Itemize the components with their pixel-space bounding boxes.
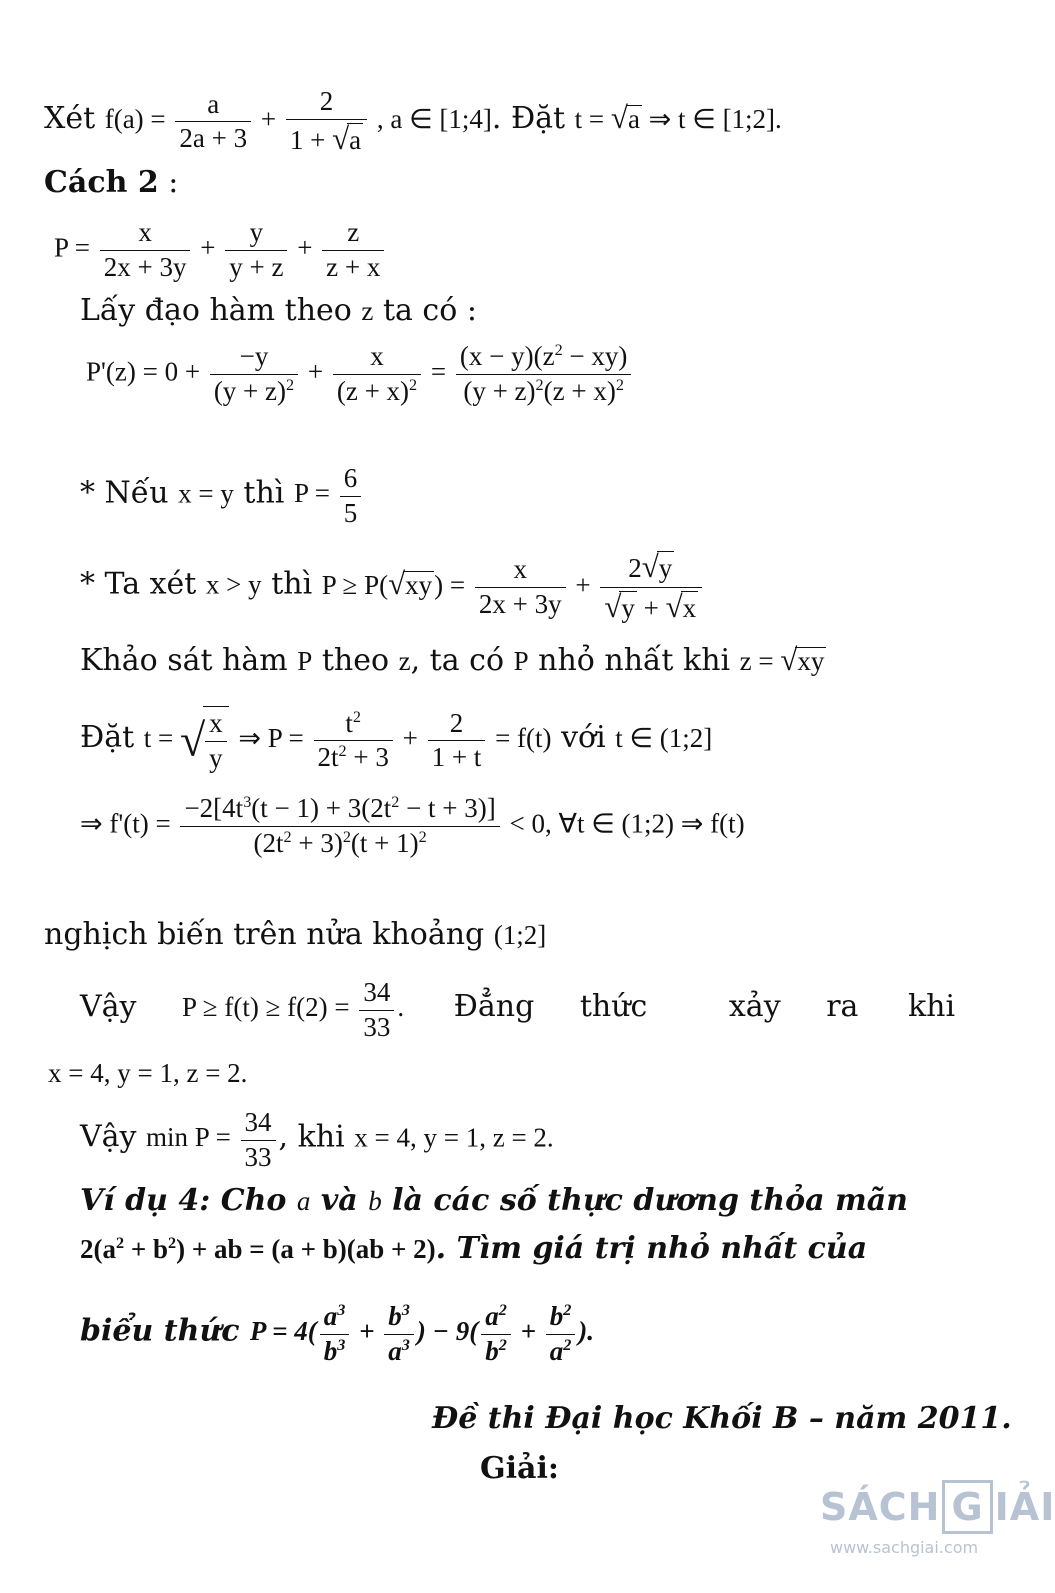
watermark-logo: SÁCH G IẢI www.sachgiai.com bbox=[820, 1480, 1055, 1557]
line-substitution: Đặt t = √ $\frac{x}{y}$ ⇒ P = $\frac{t^2}{2t^2 + 3}$ + $\frac{2}{1 + t}$ = f(t) với t ∈ (1;2] bbox=[80, 706, 712, 776]
formula-f-prime: ⇒ f'(t) = $\frac{-2[4t^3(t - 1) + 3(2t^2 - t + 3)]}{(2t^2 + 3)^2(t + 1)^2}$ < 0, ∀t ∈ (1;2) ⇒ f(t) bbox=[80, 793, 745, 858]
line-decreasing: nghịch biến trên nửa khoảng (1;2] bbox=[44, 917, 547, 952]
formula-p: P = $\frac{x}{2x + 3y}$ + $\frac{y}{y + z}$ + $\frac{z}{z + x}$ bbox=[54, 216, 387, 285]
line-derivative-text: Lấy đạo hàm theo z ta có : bbox=[80, 293, 477, 328]
line-1 bbox=[44, 85, 782, 159]
line-survey: Khảo sát hàm P theo z, ta có P nhỏ nhất khi z = √xy bbox=[80, 642, 825, 678]
source-note: Đề thi Đại học Khối B – năm 2011. bbox=[432, 1401, 1012, 1436]
formula-equality: x = 4, y = 1, z = 2. bbox=[48, 1058, 248, 1088]
solution-heading: Giải: bbox=[480, 1451, 559, 1486]
example-4-line-2: $2(a^2 + b^2)$ + ab = (a + b)(ab + 2). Tìm giá trị nhỏ nhất của bbox=[80, 1231, 868, 1266]
line-conclusion-1: Vậy P ≥ f(t) ≥ f(2) = $\frac{34}{33}$ . Đẳng thức xảy ra khi bbox=[80, 977, 956, 1042]
formula-f-a: f(a) = $\frac{a}{2a + 3}$ + $\frac{2}{1 + √a}$ , a ∈ [1;4] bbox=[104, 86, 492, 156]
text-dat: . Đặt bbox=[491, 100, 566, 136]
formula-t: t = √a ⇒ t ∈ [1;2]. bbox=[574, 99, 782, 135]
watermark-url: www.sachgiai.com bbox=[830, 1538, 979, 1557]
example-4-line-1: Ví dụ 4: Cho a và b là các số thực dương thỏa mãn bbox=[80, 1183, 908, 1218]
line-min-p: Vậy min P = $\frac{34}{33}$ , khi x = 4, y = 1, z = 2. bbox=[80, 1107, 554, 1172]
heading-cach-2: Cách 2 : bbox=[44, 165, 179, 200]
formula-derivative: P'(z) = 0 + $\frac{-y}{(y + z)^2}$ + $\frac{x}{(z + x)^2}$ = $\frac{(x - y)(z^2 - xy)}{(y + z)^2(z + x)^2}$ bbox=[86, 340, 634, 409]
line-case-greater: * Ta xét x > y thì P ≥ P(√xy) = $\frac{x}{2x + 3y}$ + $\frac{2√y}{√y + √x}$ bbox=[80, 548, 705, 627]
text-xet: Xét bbox=[44, 100, 96, 136]
line-case-equal: * Nếu x = y thì P = $\frac{6}{5}$ bbox=[80, 462, 364, 531]
example-4-line-3: biểu thức P = 4( $\frac{a^3}{b^3}$ + $\frac{b^3}{a^3}$ ) − 9( $\frac{a^2}{b^2}$ + $\frac{b^2}{a^2}$ ). bbox=[80, 1301, 595, 1366]
